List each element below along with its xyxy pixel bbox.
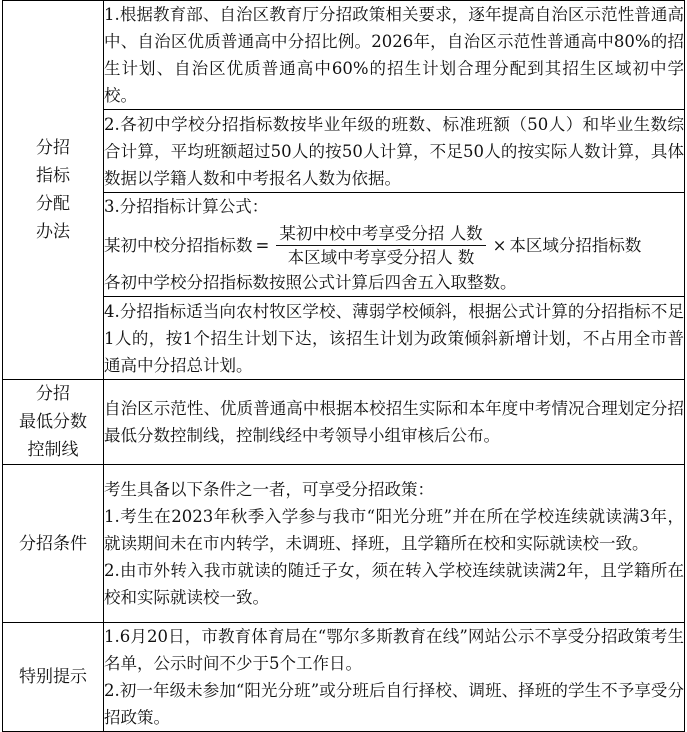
formula-rhs: 本区域分招指标数: [509, 236, 642, 255]
label-line: 分招: [36, 384, 70, 404]
formula-numerator: 某初中校中考享受分招 人数: [276, 222, 485, 246]
label-line: 特别提示: [19, 667, 87, 687]
table-row: [3, 110, 685, 193]
formula-note: 各初中学校分招指标数按照公式计算后四舍五入取整数。: [104, 273, 517, 292]
label-line: 分招条件: [19, 533, 87, 554]
allocation-formula: [104, 222, 684, 269]
notice-item-1: 1.6月20日，市教育体育局在“鄂尔多斯教育在线”网站公示不享受分招政策考生名单，公示时间不少于5个工作日。: [104, 627, 684, 673]
label-line: 最低分数: [19, 412, 87, 432]
table-row: [3, 193, 685, 297]
conditions-label: [3, 465, 104, 623]
allocation-item-1: 1.根据教育部、自治区教育厅分招政策相关要求，逐年提高自治区示范性普通高中、自治区优质普通高中分招比例。2026年，自治区示范性普通高中80%的招生计划、自治区优质普通高中60%的招生计划合理分配到其招生区域初中学校。: [104, 1, 685, 110]
label-line: 指标: [36, 166, 70, 186]
conditions-intro: 考生具备以下条件之一者，可享受分招政策：: [104, 480, 434, 499]
min-score-label: [3, 380, 104, 465]
conditions-item-1: 1.考生在2023年秋季入学参与我市“阳光分班”并在所在学校连续就读满3年，就读期间未在市内转学，未调班、择班，且学籍所在校和实际就读校一致。: [104, 507, 684, 553]
allocation-item-2: 2.各初中学校分招指标数按毕业年级的班数、标准班额（50人）和毕业生数综合计算，平均班额超过50人的按50人计算，不足50人的按实际人数计算，具体数据以学籍人数和中考报名人数为依据。: [104, 110, 685, 193]
label-line: 控制线: [27, 440, 79, 460]
formula-times: ×: [492, 236, 507, 255]
table-row: [3, 1, 685, 110]
min-score-text: 自治区示范性、优质普通高中根据本校招生实际和本年度中考情况合理划定分招最低分数控制线，控制线经中考领导小组审核后公布。: [104, 380, 685, 465]
conditions-item-2: 2.由市外转入我市就读的随迁子女，须在转入学校连续就读满2年，且学籍所在校和实际就读校一致。: [104, 561, 684, 607]
notice-label: [3, 623, 104, 732]
notice-item-2: 2.初一年级未参加“阳光分班”或分班后自行择校、调班、择班的学生不予享受分招政策。: [104, 681, 684, 727]
allocation-item-3: [104, 193, 685, 297]
formula-title: 3.分招指标计算公式：: [104, 197, 269, 216]
table-row: [3, 297, 685, 380]
formula-fraction: [276, 222, 485, 269]
label-line: 办法: [36, 222, 70, 242]
policy-table: [2, 0, 685, 732]
formula-denominator: 本区域中考享受分招人 数: [287, 248, 475, 267]
table-row: [3, 623, 685, 732]
conditions-text: [104, 465, 685, 623]
table-row: [3, 380, 685, 465]
formula-equals: =: [255, 236, 270, 255]
formula-lhs: 某初中校分招指标数: [104, 236, 253, 255]
allocation-item-4: 4.分招指标适当向农村牧区学校、薄弱学校倾斜，根据公式计算的分招指标不足1人的，按1个招生计划下达，该招生计划为政策倾斜新增计划，不占用全市普通高中分招总计划。: [104, 297, 685, 380]
allocation-label: [3, 1, 104, 380]
label-line: 分配: [36, 194, 70, 214]
table-row: [3, 465, 685, 623]
label-line: 分招: [36, 138, 70, 158]
notice-text: [104, 623, 685, 732]
